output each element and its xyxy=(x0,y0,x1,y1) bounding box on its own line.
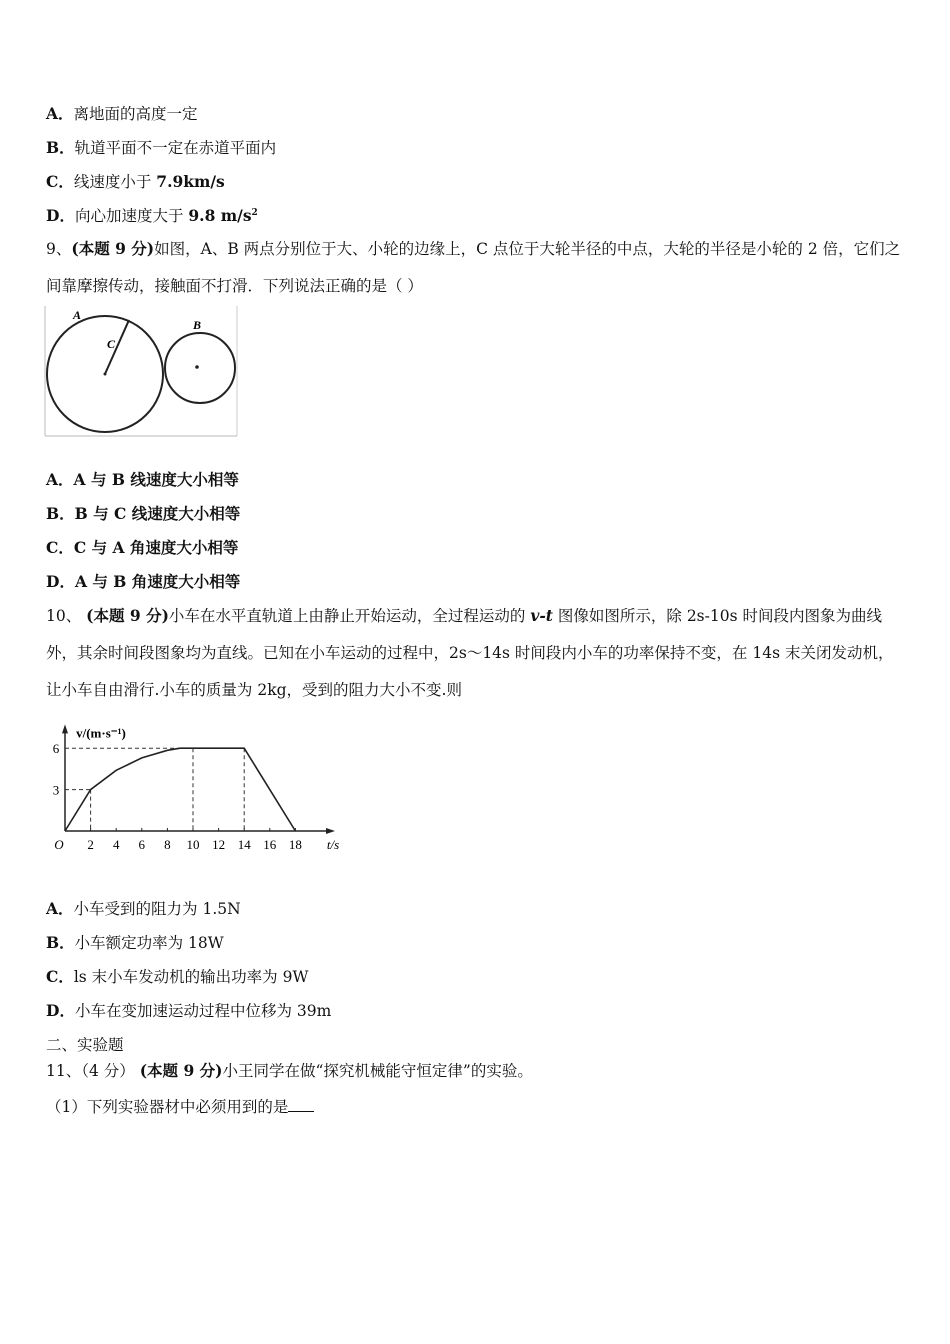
x-tick-label: 14 xyxy=(237,837,251,852)
q9-stem: 9、(本题 9 分)如图，A、B 两点分别位于大、小轮的边缘上，C 点位于大轮半径的中点，大轮的半径是小轮的 2 倍，它们之间靠摩擦传动，接触面不打滑．下列说法正确的是（ ） xyxy=(46,239,901,295)
q9-option-c: C．C 与 A 角速度大小相等 xyxy=(46,538,239,557)
y-axis-label: v/(m·s⁻¹) xyxy=(76,725,126,741)
small-wheel-center xyxy=(195,365,199,369)
q11-stem: 11、（4 分） (本题 9 分)小王同学在做“探究机械能守恒定律”的实验。 xyxy=(46,1061,533,1080)
x-tick-label: 6 xyxy=(138,837,146,852)
q8-option-c: C．线速度小于 7.9km/s xyxy=(46,172,225,191)
q9-option-b: B．B 与 C 线速度大小相等 xyxy=(46,504,241,523)
x-tick-label: 16 xyxy=(263,837,277,852)
label-c: C xyxy=(107,337,116,351)
q10-option-b: B．小车额定功率为 18W xyxy=(46,933,224,952)
section-title: 二、实验题 xyxy=(46,1036,124,1054)
q11-sub1: （1）下列实验器材中必须用到的是 xyxy=(46,1095,314,1117)
answer-blank[interactable] xyxy=(288,1099,314,1112)
x-axis-arrow xyxy=(326,828,335,834)
label-b: B xyxy=(193,318,202,332)
y-tick-label: 3 xyxy=(52,782,60,798)
x-tick-label: 18 xyxy=(288,837,302,852)
q10-option-d: D．小车在变加速运动过程中位移为 39m xyxy=(46,1001,332,1020)
y-axis-arrow xyxy=(62,724,68,733)
origin-label: O xyxy=(54,837,64,852)
q10-option-a: A．小车受到的阻力为 1.5N xyxy=(46,899,241,918)
vt-series-line xyxy=(65,748,295,831)
q8-option-d: D．向心加速度大于 9.8 $m/s^2$ xyxy=(46,206,258,225)
x-tick-label: 12 xyxy=(212,837,226,852)
x-axis-label: t/s xyxy=(326,837,340,852)
label-a: A xyxy=(73,308,82,322)
q8-option-a: A．离地面的高度一定 xyxy=(46,104,198,123)
q9-option-d: D．A 与 B 角速度大小相等 xyxy=(46,572,241,591)
q9-option-a: A．A 与 B 线速度大小相等 xyxy=(46,470,239,489)
wheels-figure xyxy=(44,306,239,438)
x-tick-label: 10 xyxy=(186,837,200,852)
x-tick-label: 8 xyxy=(164,837,171,852)
x-tick-label: 2 xyxy=(87,837,94,852)
q8-option-b: B．轨道平面不一定在赤道平面内 xyxy=(46,138,277,157)
q10-stem: 10、 (本题 9 分)小车在水平直轨道上由静止开始运动，全过程运动的 v-t 图像如图所示，除 2s-10s 时间段内图象为曲线外，其余时间段图象均为直线。已知在小车运动的过程中，2s～14s 时间段内小车的功率保持不变，在 14s 末关闭发动机，让小车自由滑行.小车的质量为 2kg，受到的阻力大小不变.则 xyxy=(46,606,894,699)
y-tick-label: 6 xyxy=(52,741,60,757)
vt-chart xyxy=(46,712,340,860)
x-tick-label: 4 xyxy=(112,837,120,852)
q10-option-c: C．ls 末小车发动机的输出功率为 9W xyxy=(46,967,309,986)
small-wheel xyxy=(165,333,235,403)
